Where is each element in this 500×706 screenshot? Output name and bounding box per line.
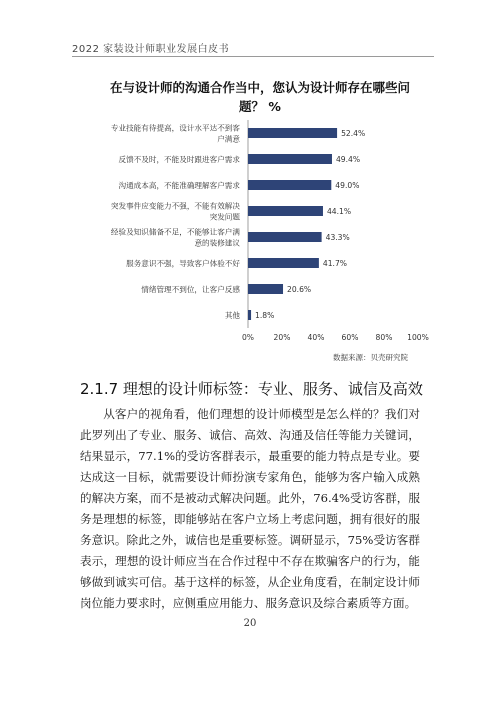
category-label: 专业技能有待提高，设计水平达不到客户满意 xyxy=(110,123,240,144)
category-label: 情绪管理不到位，让客户反感 xyxy=(141,285,240,294)
category-label: 其他 xyxy=(224,311,240,320)
x-tick-label: 40% xyxy=(307,333,325,342)
section-heading: 2.1.7 理想的设计师标签：专业、服务、诚信及高效 xyxy=(80,380,423,398)
bar xyxy=(248,310,251,320)
value-label: 41.7% xyxy=(322,259,348,268)
category-label: 沟通成本高，不能准确理解客户需求 xyxy=(118,181,240,190)
value-label: 49.4% xyxy=(335,155,361,164)
bar xyxy=(248,232,322,242)
x-tick-label: 100% xyxy=(407,333,429,342)
value-label: 1.8% xyxy=(255,311,275,320)
x-tick-label: 20% xyxy=(273,333,291,342)
value-label: 49.0% xyxy=(335,181,360,190)
page-number: 20 xyxy=(243,618,257,629)
value-label: 44.1% xyxy=(326,207,352,216)
bar xyxy=(248,180,331,190)
category-label: 反馈不及时，不能及时跟进客户需求 xyxy=(118,155,240,164)
chart-source: 数据来源：贝壳研究院 xyxy=(333,353,408,362)
x-tick-label: 0% xyxy=(241,333,255,342)
chart-title: 在与设计师的沟通合作当中，您认为设计师存在哪些问题？ % xyxy=(109,80,410,114)
category-label: 突发事件应变能力不强，不能有效解决突发问题 xyxy=(110,201,240,222)
bar xyxy=(248,154,332,164)
value-label: 20.6% xyxy=(287,285,312,294)
section-paragraph: 从客户的视角看，他们理想的设计师模型是怎么样的？我们对此罗列出了专业、服务、诚信、高效、沟通及信任等能力关键词，结果显示，77.1%的受访客群表示，最重要的能力特点是专业。要达成这一目标，就需要设计师扮演专家角色，能够为客户输入成熟的解决方案，而不是被动式解决问题。此外，76.4%受访客群，服务是理想的标签，即能够站在客户立场上考虑问题，拥有很好的服务意识。除此之外，诚信也是重要标签。调研显示，75%受访客群表示，理想的设计师应当在合作过程中不存在欺骗客户的行为，能够做到诚实可信。基于这样的标签，从企业角度看，在制定设计师岗位能力要求时，应侧重应用能力、服务意识及综合素质等方面。 xyxy=(80,407,420,610)
bar xyxy=(248,206,323,216)
x-tick-label: 60% xyxy=(341,333,359,342)
bar xyxy=(248,284,283,294)
page-header: 2022 家装设计师职业发展白皮书 xyxy=(72,44,230,55)
x-tick-label: 80% xyxy=(375,333,393,342)
bar xyxy=(248,258,319,268)
category-label: 经验及知识储备不足，不能够让客户满意的装修建议 xyxy=(110,227,240,248)
value-label: 52.4% xyxy=(341,129,366,138)
value-label: 43.3% xyxy=(325,233,350,242)
category-label: 服务意识不强，导致客户体验不好 xyxy=(126,259,240,268)
bar xyxy=(248,128,337,138)
